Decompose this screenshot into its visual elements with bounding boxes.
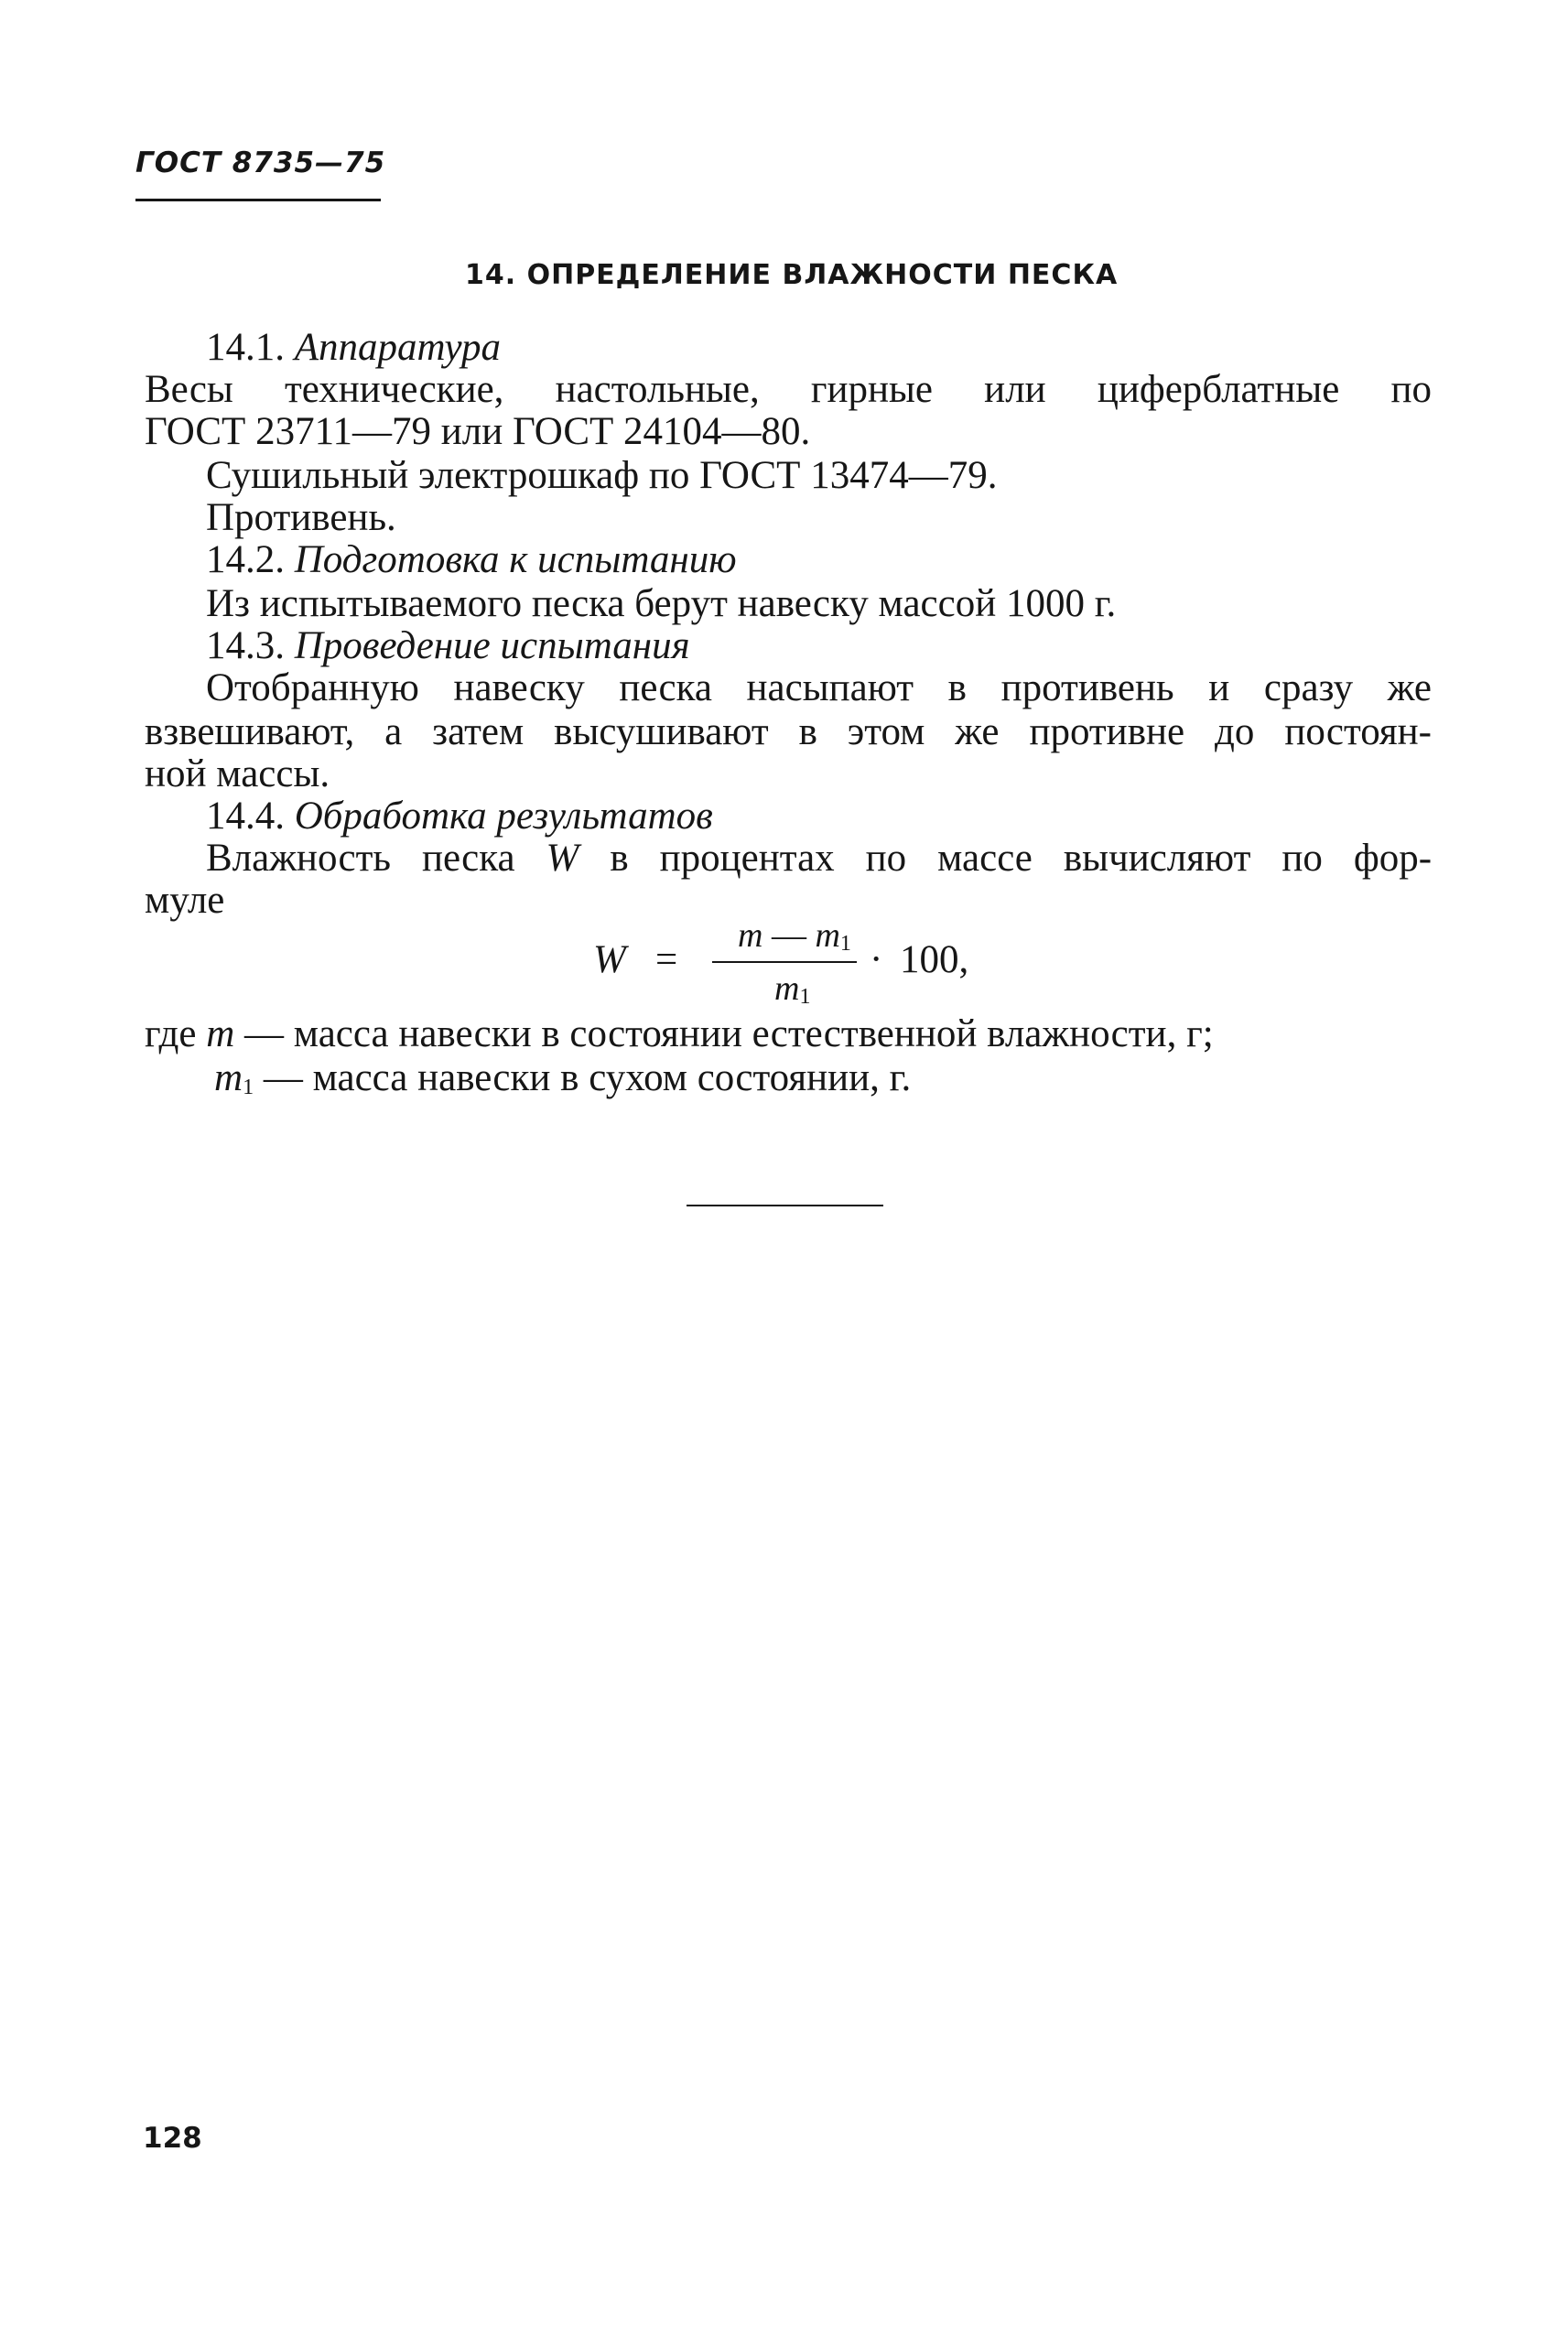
test-text-line-1: Отобранную навеску песка насыпают в противень и сразу же (206, 666, 1432, 709)
scales-text-line-1: Весы технические, настольные, гирные или циферблатные по (145, 368, 1432, 411)
formula-factor: 100, (900, 938, 969, 981)
formula-multiply: · (870, 938, 883, 981)
subsection-title: Подготовка к испытанию (294, 538, 737, 581)
subsection-14-3-heading (206, 622, 690, 670)
calculation-text-line-1 (206, 835, 1432, 882)
subsection-number: 14.2. (206, 538, 285, 581)
moisture-formula (593, 916, 996, 1022)
page-number: 128 (143, 2122, 202, 2155)
legend-m1 (214, 1054, 911, 1111)
calc-text-b: в процентах по массе вычисляют по фор- (610, 837, 1433, 880)
subsection-number: 14.4. (206, 795, 285, 838)
subsection-number: 14.1. (206, 326, 285, 369)
section-end-rule (687, 1205, 883, 1206)
legend-where: где (145, 1012, 197, 1055)
legend-variable-m: m (206, 1012, 235, 1055)
legend-m1-description: — масса навески в сухом состоянии, г. (263, 1056, 912, 1099)
formula-equals: = (655, 938, 678, 981)
scales-text-line-2: ГОСТ 23711—79 или ГОСТ 24104—80. (145, 410, 811, 453)
document-code-header: ГОСТ 8735—75 (135, 146, 386, 179)
subsection-title: Проведение испытания (294, 624, 690, 667)
calc-text-a: Влажность песка (206, 837, 515, 880)
header-rule (135, 199, 381, 201)
formula-denominator: m1 (774, 969, 811, 1009)
subsection-14-4-heading (206, 793, 713, 840)
preparation-text: Из испытываемого песка берут навеску массой 1000 г. (206, 582, 1117, 625)
variable-w: W (546, 837, 579, 880)
subsection-14-2-heading (206, 536, 737, 584)
legend-m (145, 1011, 1214, 1058)
subsection-title: Обработка результатов (294, 795, 713, 838)
oven-text: Сушильный электрошкаф по ГОСТ 13474—79. (206, 454, 998, 497)
test-text-line-2: взвешивают, а затем высушивают в этом же противне до постоян- (145, 710, 1432, 753)
section-title: 14. ОПРЕДЕЛЕНИЕ ВЛАЖНОСТИ ПЕСКА (465, 259, 1119, 291)
fraction-bar (712, 961, 857, 963)
test-text-line-3: ной массы. (145, 752, 330, 795)
legend-variable-m1: m1 (214, 1056, 254, 1099)
formula-lhs: W (593, 938, 626, 981)
tray-text: Противень. (206, 496, 396, 539)
formula-numerator: m — m1 (738, 916, 851, 956)
subsection-title: Аппаратура (294, 326, 502, 369)
calculation-text-line-2: муле (145, 879, 225, 922)
subsection-number: 14.3. (206, 624, 285, 667)
legend-m-description: — масса навески в состоянии естественной влажности, г; (244, 1012, 1214, 1055)
subsection-14-1-heading (206, 324, 501, 372)
